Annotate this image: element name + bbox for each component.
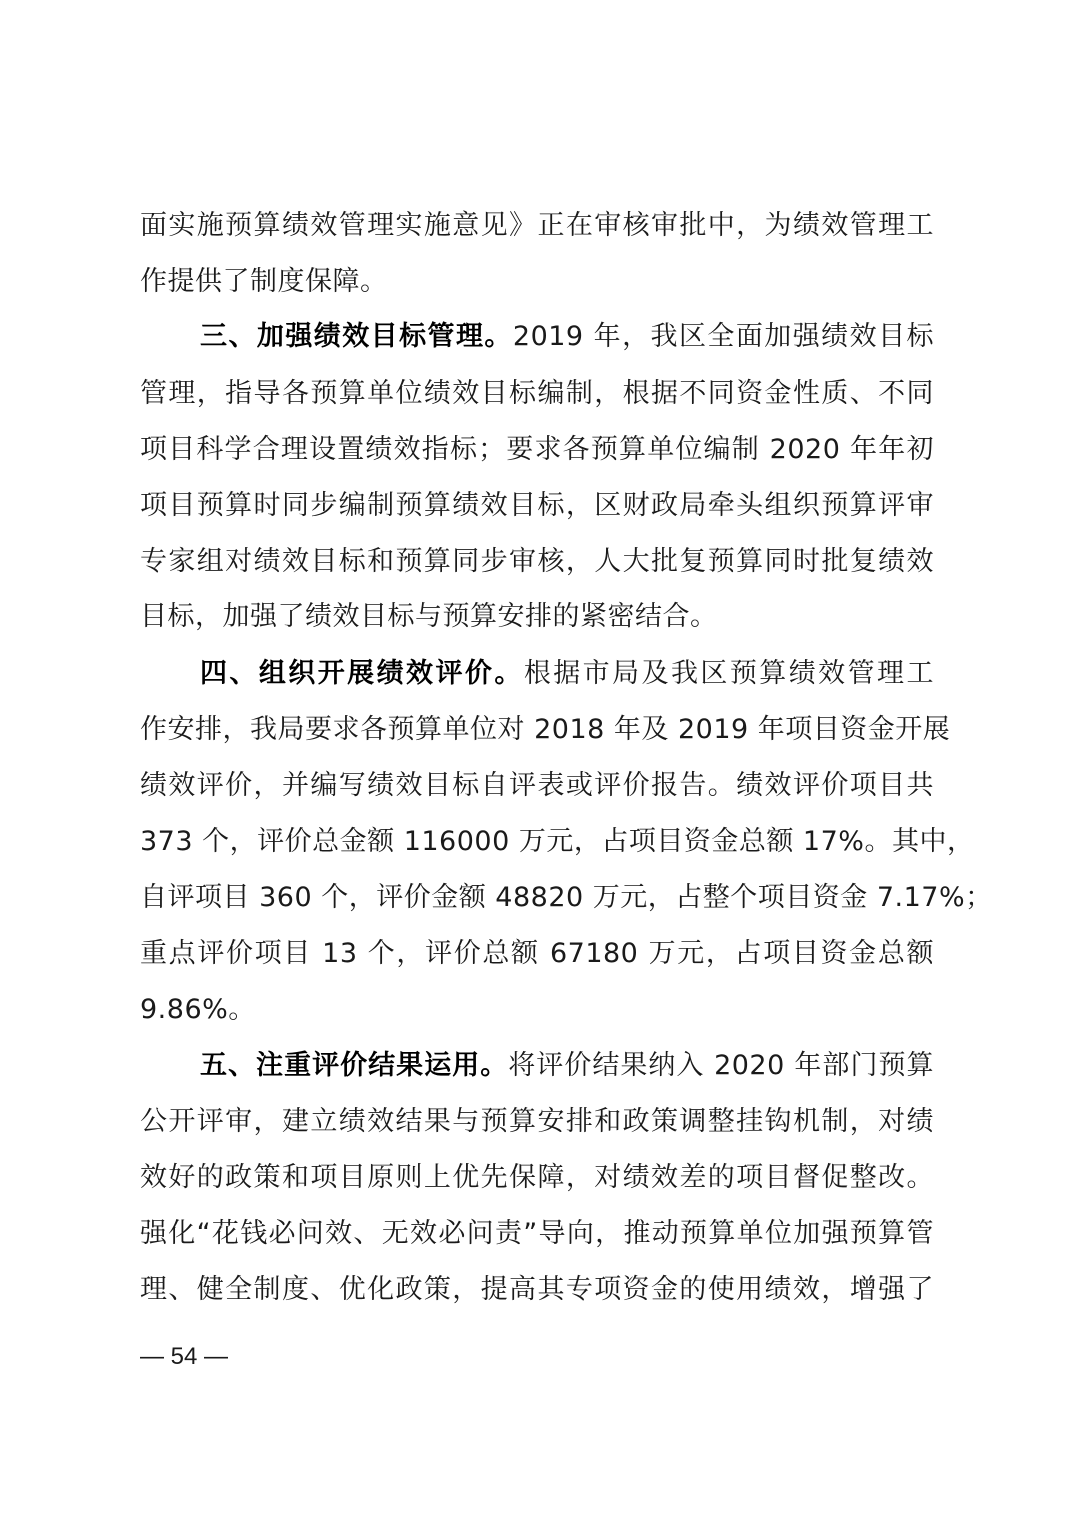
section-heading: 五、注重评价结果运用。 — [200, 1050, 509, 1081]
paragraph-text: 根据市局及我区预算绩效管理工 — [523, 658, 934, 689]
paragraph-text: 将评价结果纳入 2020 年部门预算 — [508, 1050, 934, 1081]
paragraph-line: 作提供了制度保障。 — [140, 266, 388, 297]
paragraph-first-line — [200, 317, 934, 357]
paragraph-line: 重点评价项目 13 个，评价总额 67180 万元，占项目资金总额 — [140, 938, 934, 969]
paragraph-line: 专家组对绩效目标和预算同步审核，人大批复预算同时批复绩效 — [140, 546, 934, 577]
paragraph-text: 2019 年，我区全面加强绩效目标 — [512, 321, 935, 352]
paragraph-line: 强化“花钱必问效、无效必问责”导向，推动预算单位加强预算管 — [140, 1218, 934, 1249]
page-number: — 54 — — [140, 1343, 229, 1370]
paragraph-line: 面实施预算绩效管理实施意见》正在审核审批中，为绩效管理工 — [140, 210, 934, 241]
paragraph-line: 公开评审，建立绩效结果与预算安排和政策调整挂钩机制，对绩 — [140, 1106, 934, 1137]
paragraph-line: 理、健全制度、优化政策，提高其专项资金的使用绩效，增强了 — [140, 1274, 934, 1305]
paragraph-line: 作安排，我局要求各预算单位对 2018 年及 2019 年项目资金开展 — [140, 714, 951, 745]
paragraph-line: 项目预算时同步编制预算绩效目标，区财政局牵头组织预算评审 — [140, 490, 934, 521]
paragraph-first-line — [200, 654, 934, 694]
paragraph-line: 373 个，评价总金额 116000 万元，占项目资金总额 17%。其中， — [140, 826, 975, 857]
paragraph-line: 自评项目 360 个，评价金额 48820 万元，占整个项目资金 7.17%； — [140, 882, 993, 913]
paragraph-first-line — [200, 1046, 934, 1086]
paragraph-line: 管理，指导各预算单位绩效目标编制，根据不同资金性质、不同 — [140, 378, 934, 409]
section-heading: 三、加强绩效目标管理。 — [200, 321, 513, 352]
paragraph-line: 9.86%。 — [140, 994, 256, 1025]
paragraph-line: 效好的政策和项目原则上优先保障，对绩效差的项目督促整改。 — [140, 1162, 934, 1193]
section-heading: 四、组织开展绩效评价。 — [200, 658, 524, 689]
paragraph-line: 项目科学合理设置绩效指标；要求各预算单位编制 2020 年年初 — [140, 434, 934, 465]
paragraph-line: 目标，加强了绩效目标与预算安排的紧密结合。 — [140, 601, 718, 632]
paragraph-line: 绩效评价，并编写绩效目标自评表或评价报告。绩效评价项目共 — [140, 770, 934, 801]
